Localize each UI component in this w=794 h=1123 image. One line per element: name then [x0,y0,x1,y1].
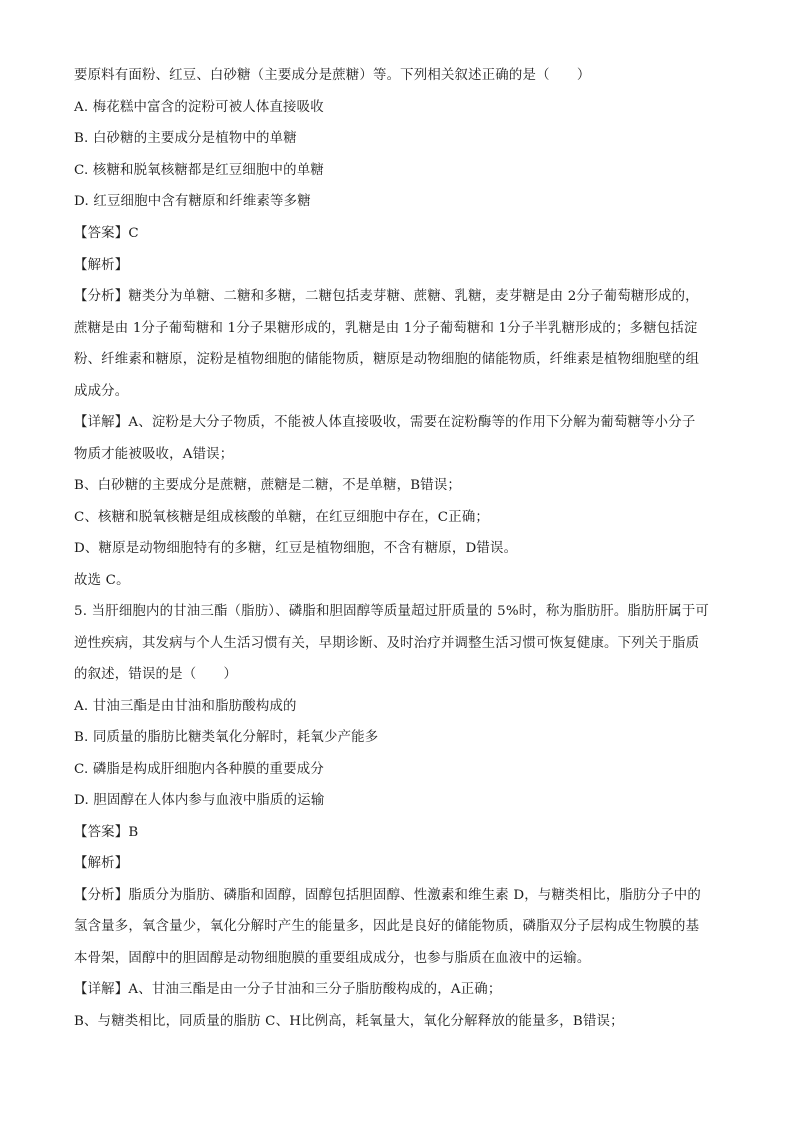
q4-fenxi-line: 【分析】糖类分为单糖、二糖和多糖，二糖包括麦芽糖、蔗糖、乳糖，麦芽糖是由 2分子葡萄糖形成的， [74,289,699,304]
q5-stem-line: 5. 当肝细胞内的甘油三酯（脂肪）、磷脂和胆固醇等质量超过肝质量的 5%时，称为脂肪肝。脂肪肝属于可 [74,604,710,619]
q4-conclusion: 故选 C。 [74,573,130,588]
q4-xiangjie-line: 【详解】A、淀粉是大分子物质，不能被人体直接吸收，需要在淀粉酶等的作用下分解为葡萄糖等小分子 [74,415,696,430]
q4-stem-tail: 要原料有面粉、红豆、白砂糖（主要成分是蔗糖）等。下列相关叙述正确的是（ ） [74,68,591,83]
q5-option-b: B. 同质量的脂肪比糖类氧化分解时，耗氧少产能多 [74,730,379,745]
q5-stem-line: 逆性疾病，其发病与个人生活习惯有关，早期诊断、及时治疗并调整生活习惯可恢复健康。下列关于脂质 [74,636,700,651]
q4-option-a: A. 梅花糕中富含的淀粉可被人体直接吸收 [74,100,324,115]
q4-xiangjie-line: B、白砂糖的主要成分是蔗糖，蔗糖是二糖，不是单糖，B错误； [74,478,462,493]
q5-xiangjie-line: B、与糖类相比，同质量的脂肪 C、H比例高，耗氧量大，氧化分解释放的能量多，B错误； [74,1014,624,1029]
q5-option-a: A. 甘油三酯是由甘油和脂肪酸构成的 [74,699,297,714]
q4-xiangjie-line: D、糖原是动物细胞特有的多糖，红豆是植物细胞，不含有糖原，D错误。 [74,541,518,556]
q4-xiangjie-line: C、核糖和脱氧核糖是组成核酸的单糖，在红豆细胞中存在，C正确； [74,510,490,525]
q4-option-c: C. 核糖和脱氧核糖都是红豆细胞中的单糖 [74,163,324,178]
q4-xiangjie-line: 物质才能被吸收，A错误； [74,447,234,462]
q5-fenxi-line: 本骨架，固醇中的胆固醇是动物细胞膜的重要组成成分，也参与脂质在血液中的运输。 [74,951,591,966]
q5-option-d: D. 胆固醇在人体内参与血液中脂质的运输 [74,793,325,808]
q4-option-b: B. 白砂糖的主要成分是植物中的单糖 [74,131,297,146]
q5-xiangjie-line: 【详解】A、甘油三酯是由一分子甘油和三分子脂肪酸构成的，A正确； [74,982,502,997]
q4-analysis-label: 【解析】 [74,258,129,273]
q4-fenxi-line: 粉、纤维素和糖原，淀粉是植物细胞的储能物质，糖原是动物细胞的储能物质，纤维素是植物细胞壁的组 [74,352,700,367]
q5-analysis-label: 【解析】 [74,856,129,871]
q5-option-c: C. 磷脂是构成肝细胞内各种膜的重要成分 [74,762,324,777]
q5-stem-line: 的叙述，错误的是（ ） [74,667,238,682]
q4-option-d: D. 红豆细胞中含有糖原和纤维素等多糖 [74,194,311,209]
q4-fenxi-line: 成成分。 [74,384,129,399]
q4-answer: 【答案】C [74,226,139,241]
q5-fenxi-line: 【分析】脂质分为脂肪、磷脂和固醇，固醇包括胆固醇、性激素和维生素 D，与糖类相比，脂肪分子中的 [74,888,701,903]
q4-fenxi-line: 蔗糖是由 1分子葡萄糖和 1分子果糖形成的，乳糖是由 1分子葡萄糖和 1分子半乳糖形成的；多糖包括淀 [74,321,698,336]
q5-answer: 【答案】B [74,825,139,840]
q5-fenxi-line: 氢含量多，氧含量少，氧化分解时产生的能量多，因此是良好的储能物质，磷脂双分子层构成生物膜的基 [74,919,700,934]
